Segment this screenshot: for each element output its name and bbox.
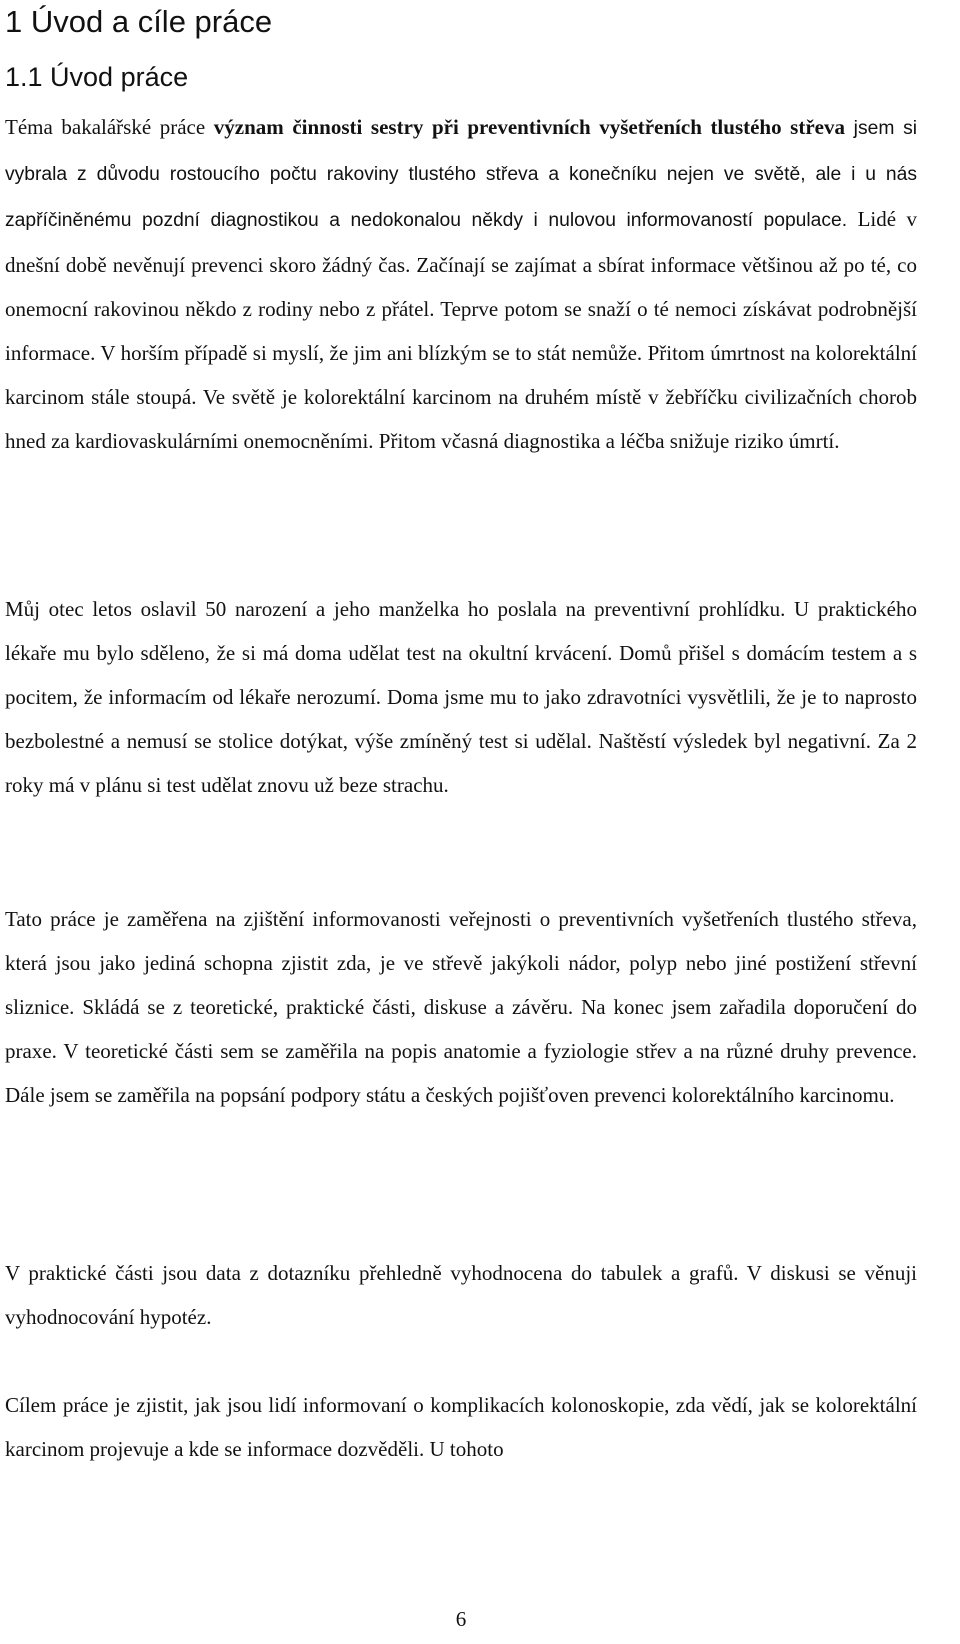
paragraph-goals: Cílem práce je zjistit, jak jsou lidí informovaní o komplikacích kolonoskopie, zda vědí, jak se kolorektální karcinom projevuje a kde se informace dozvěděli. U tohoto [5, 1393, 917, 1461]
section-heading: 1.1 Úvod práce [5, 62, 189, 92]
chapter-heading: 1 Úvod a cíle práce [5, 4, 273, 39]
paragraph-intro [5, 105, 917, 463]
paragraph-intro-reason: jsem si vybrala z důvodu rostoucího počtu rakoviny tlustého střeva a konečníku nejen ve světě, ale i u nás zapříčiněnému pozdní diagnostikou a nedokonalou někdy i nulovou informovaností populace. [5, 118, 917, 231]
paragraph-personal-story: Můj otec letos oslavil 50 narození a jeho manželka ho poslala na preventivní prohlídku. U praktického lékaře mu bylo sděleno, že si má doma udělat test na okultní krvácení. Domů přišel s domácím testem a s pocitem, že informacím od lékaře nerozumí. Doma jsme mu to jako zdravotníci vysvětlili, že je to naprosto bezbolestné a nemusí se stolice dotýkat, výše zmíněný test si udělal. Naštěstí výsledek byl negativní. Za 2 roky má v plánu si test udělat znovu už beze strachu. [5, 597, 917, 797]
page-number: 6 [455, 1607, 467, 1631]
thesis-topic: význam činnosti sestry při preventivních vyšetřeních tlustého střeva [213, 115, 845, 139]
paragraph-practical-part: V praktické části jsou data z dotazníku přehledně vyhodnocena do tabulek a grafů. V diskusi se věnuji vyhodnocování hypotéz. [5, 1261, 917, 1329]
paragraph-intro-lead: Téma bakalářské práce [5, 115, 214, 139]
paragraph-intro-rest: Lidé v dnešní době nevěnují prevenci skoro žádný čas. Začínají se zajímat a sbírat informace většinou až po té, co onemocní rakovinou někdo z rodiny nebo z přátel. Teprve potom se snaží o té nemoci získávat podrobnější informace. V horším případě si myslí, že jim ani blízkým se to stát nemůže. Přitom úmrtnost na kolorektální karcinom stále stoupá. Ve světě je kolorektální karcinom na druhém místě v žebříčku civilizačních chorob hned za kardiovaskulárními onemocněními. Přitom včasná diagnostika a léčba snižuje riziko úmrtí. [5, 207, 918, 453]
paragraph-thesis-focus: Tato práce je zaměřena na zjištění informovanosti veřejnosti o preventivních vyšetřeních tlustého střeva, která jsou jako jediná schopna zjistit zda, je ve střevě jakýkoli nádor, polyp nebo jiné postižení střevní sliznice. Skládá se z teoretické, praktické části, diskuse a závěru. Na konec jsem zařadila doporučení do praxe. V teoretické části sem se zaměřila na popis anatomie a fyziologie střev a na různé druhy prevence. Dále jsem se zaměřila na popsání podpory státu a českých pojišťoven prevenci kolorektálního karcinomu. [5, 907, 917, 1107]
